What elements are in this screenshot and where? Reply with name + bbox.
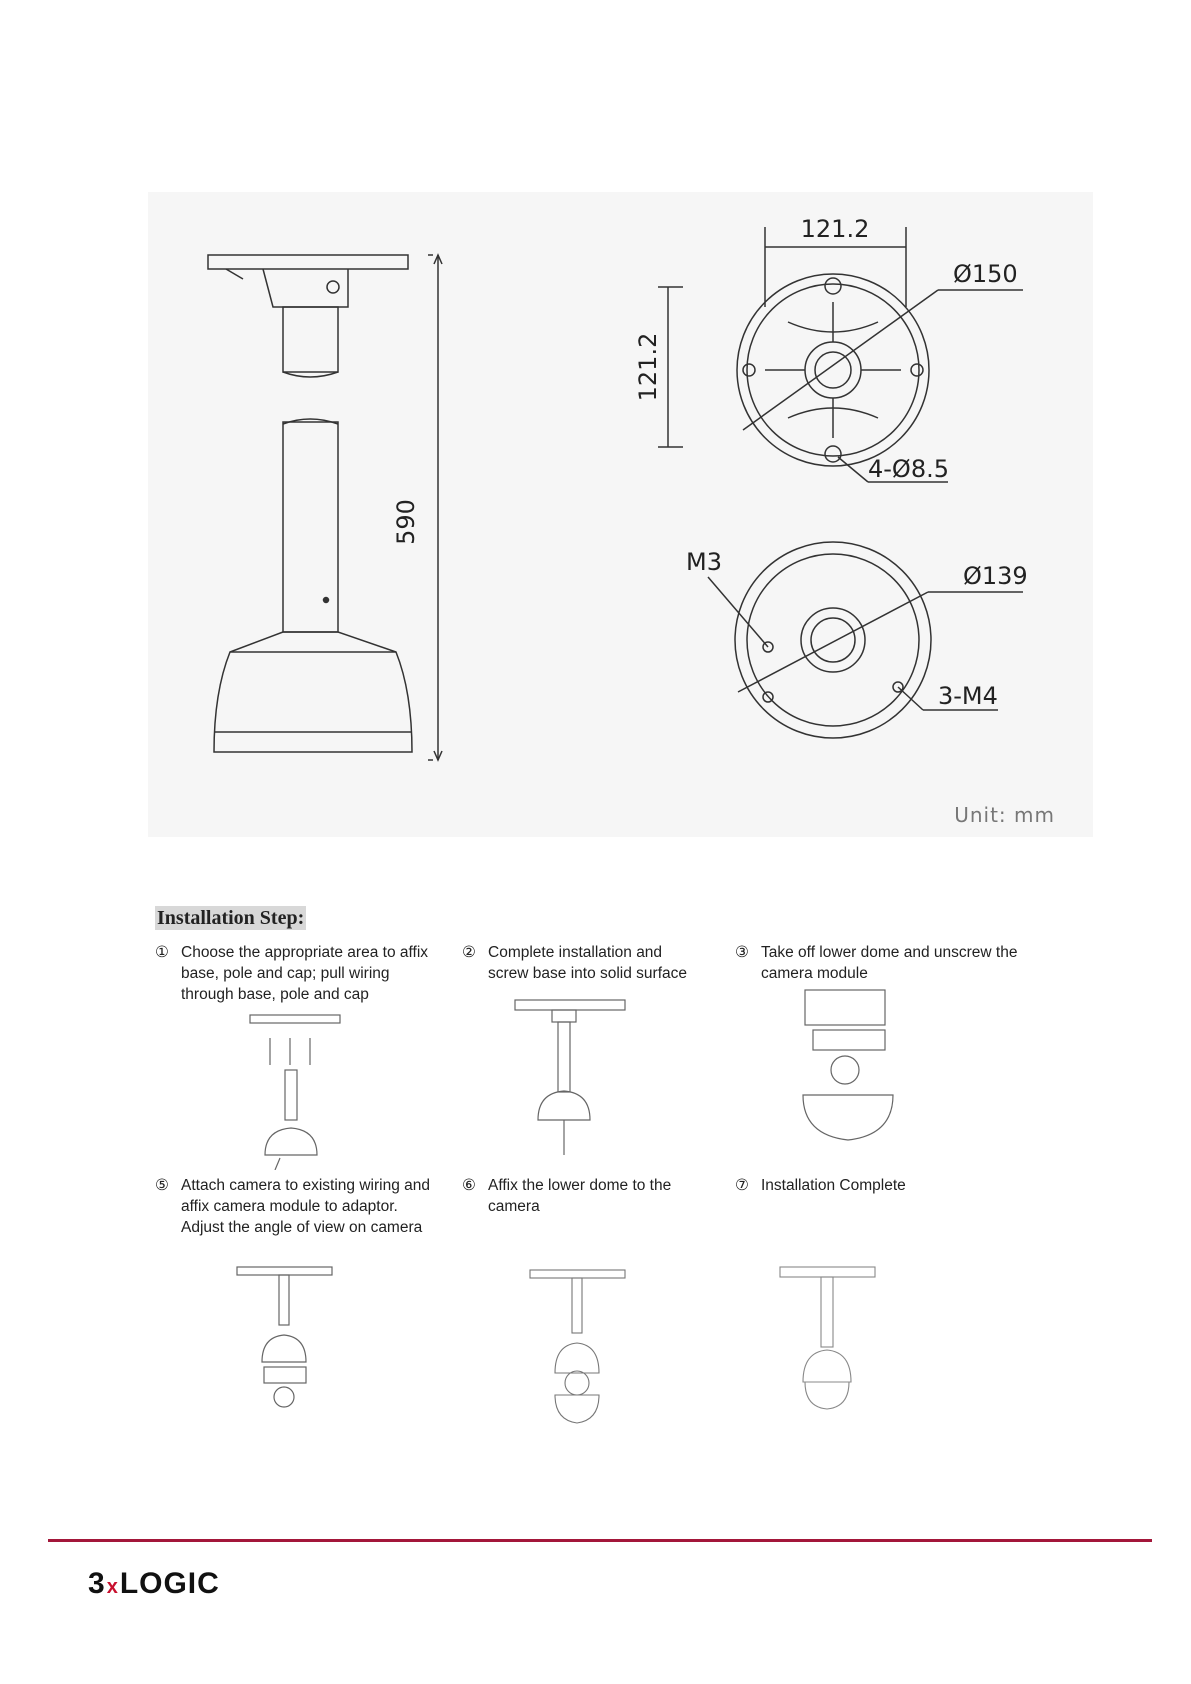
step-number: ① [155,944,169,961]
step-3 [735,942,1055,984]
step-text: Take off lower dome and unscrew the camera module [761,944,1018,982]
brand-logo-x: x [106,1576,119,1598]
step-3-illustration [795,985,905,1155]
step-number: ⑤ [155,1177,169,1194]
holes-label: 4-Ø8.5 [868,455,949,483]
mount-base-plate [208,255,408,269]
step-2-illustration [510,995,630,1155]
pole-lower [283,422,338,632]
step-5 [155,1175,455,1238]
installation-heading: Installation Step: [157,907,305,929]
step-1 [155,942,455,1005]
step-7-illustration [775,1262,885,1412]
step-6 [462,1175,722,1217]
housing-dome [214,632,412,752]
footer-divider [48,1539,1152,1542]
step-number: ② [462,944,476,961]
step-2 [462,942,722,984]
camera-mount-bottom-view [735,542,931,738]
step-6-illustration [525,1265,635,1425]
mount-cap [263,269,348,307]
pole-upper [283,307,338,372]
brand-logo-suffix: LOGIC [119,1567,220,1600]
technical-drawing [148,192,1093,837]
unit-label: Unit: mm [954,803,1055,827]
dimension-drawing [148,192,1093,837]
step-text: Installation Complete [761,1177,906,1194]
mount-screw [327,281,339,293]
m4-label: 3-M4 [938,682,998,710]
m3-label: M3 [686,548,722,576]
step-7 [735,1175,1055,1196]
step-text: Attach camera to existing wiring and affix camera module to adaptor. Adjust the angle of view on camera [181,1177,430,1236]
height-dimension-label: 590 [392,499,420,545]
diameter-150-label: Ø150 [953,260,1018,288]
step-text: Affix the lower dome to the camera [488,1177,672,1215]
step-text: Choose the appropriate area to affix base, pole and cap; pull wiring through base, pole and cap [181,944,429,1003]
step-number: ③ [735,944,749,961]
step-5-illustration [232,1262,342,1412]
step-1-illustration [240,1010,360,1170]
width-dimension-label: 121.2 [800,215,870,243]
step-text: Complete installation and screw base into solid surface [488,944,688,982]
brand-logo [88,1567,220,1601]
diameter-139-label: Ø139 [963,562,1028,590]
side-dimension-label: 121.2 [634,332,662,402]
step-number: ⑦ [735,1177,749,1194]
brand-logo-prefix: 3 [88,1567,106,1600]
step-number: ⑥ [462,1177,476,1194]
